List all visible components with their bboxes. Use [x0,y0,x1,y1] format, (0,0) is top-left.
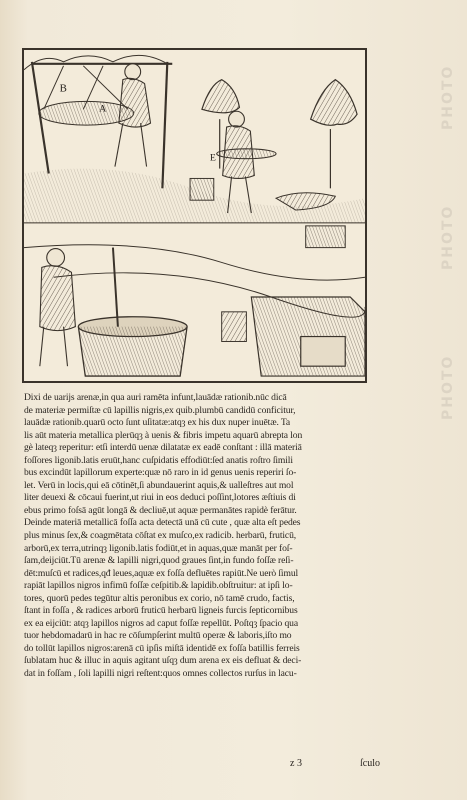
text-line: Dixi de uarijs arenæ,in qua auri ramēta infunt,lauādæ rationib.nūc dicā [24,392,287,403]
page-footer [290,758,380,769]
letter-a: A [99,103,107,115]
text-line: tuor hebdomadarū in hac re cōſumpſerint multū operæ & laboris,iſto mo [24,630,292,642]
text-line: do tollūt lapillos nigros:arenā cū ipſis miſtā identidē ex foſſa batillis ferreis [24,642,300,654]
text-line: gè lateqȝ reperitur: etſi interdū uenæ dilatatæ ex eadē conſtant : illā materiā [24,442,302,454]
bucket [222,312,247,342]
watermark-right-3: PHOTO [440,354,456,420]
text-line: foſſores ligonib.latis eruūt,hanc cuſpidatis effodiūt:ſed anatis roſtro ſimili [24,454,293,466]
text-line: lauādæ rationib.quarū octo ſunt uſitatæ:atqȝ ex his dux nuper inuētæ. Ta [24,417,291,429]
signature-mark: z 3 [290,758,302,769]
text-line: dat in foſſam , ſoli lapilli nigri reſtent:quos omnes collectos rurſus in lacu- [24,668,297,680]
text-line: liter deuexi & cōcaui fuerint,ut riui in eos deduci poſſint,lotores æſtiuis di [24,492,296,504]
watermark-right-1: PHOTO [440,64,456,130]
text-line: plus minus ſex,& coagmētata cōſtat ex muſco,ex radicib. herbarū, fruticū, [24,530,297,542]
text-line: Deinde materiā metallicā foſſa acta detectā unā cū cute , quæ alta eſt pedes [24,517,301,529]
small-tub [190,178,214,200]
woodcut-illustration [22,48,367,383]
letter-b: B [59,82,67,95]
catchword: ſculo [360,758,380,769]
letter-e: E [209,152,216,164]
washing-box [251,297,365,376]
watermark-right-2: PHOTO [440,204,456,270]
text-line: ſam,deijciūt.Tū arenæ & lapilli nigri,quod graues ſint,in fundo foſſæ reſi- [24,555,294,567]
text-line: let. Verū in locis,qui eā cōtinēt,ſi abundauerint aquis,& ualleſtres aut mol [24,479,294,491]
text-line: ebus primo foſsā agūt longā & decliuē,ut aquæ permanātes rapidè ferātur. [24,504,297,516]
text-line: tores, quorū pedes tegūtur altis peronibus ex corio, nō tamē crudo, factis, [24,592,295,604]
text-line: de materiæ permiſtæ cū lapillis nigris,ex quib.plumbū candidū conficitur, [24,404,296,416]
text-line: lis aūt materia metallica plerūqȝ à uenis & fibris impetu aquarū abrepta lon [24,429,303,441]
text-line: ex ea eijciūt: atqȝ lapillos nigros ad caput foſſæ repellūt. Poſtqȝ ſpacio qua [24,617,298,629]
text-line: rapiāt lapillos nigros infimū foſſæ ceſpitib.& lapidib.obſtruitur: at ipſi lo- [24,580,293,592]
text-line: arborū,ex terra,utrinqȝ ligonib.latis fodiūt,et in aquas,quæ manāt per foſ- [24,542,293,554]
text-line: ſtant in foſſa , & radices arborū fruticū herbarū ligneis furcis ſepticornibus [24,605,298,617]
text-line: ſublatam huc & illuc in aquis agitant uſqȝ dum arena ex eis defluat & deci- [24,655,302,667]
body-text [24,392,372,681]
text-line: bus excindūt lapillorum experte:quæ nō raro in id genus uenis reperiri ſo- [24,467,297,479]
woodcut-drawing [24,50,365,381]
text-line: dēt:muſcū et radices,qđ leues,aquæ ex foſſa defluētes rapiūt.Ne uerò ſimul [24,567,299,579]
